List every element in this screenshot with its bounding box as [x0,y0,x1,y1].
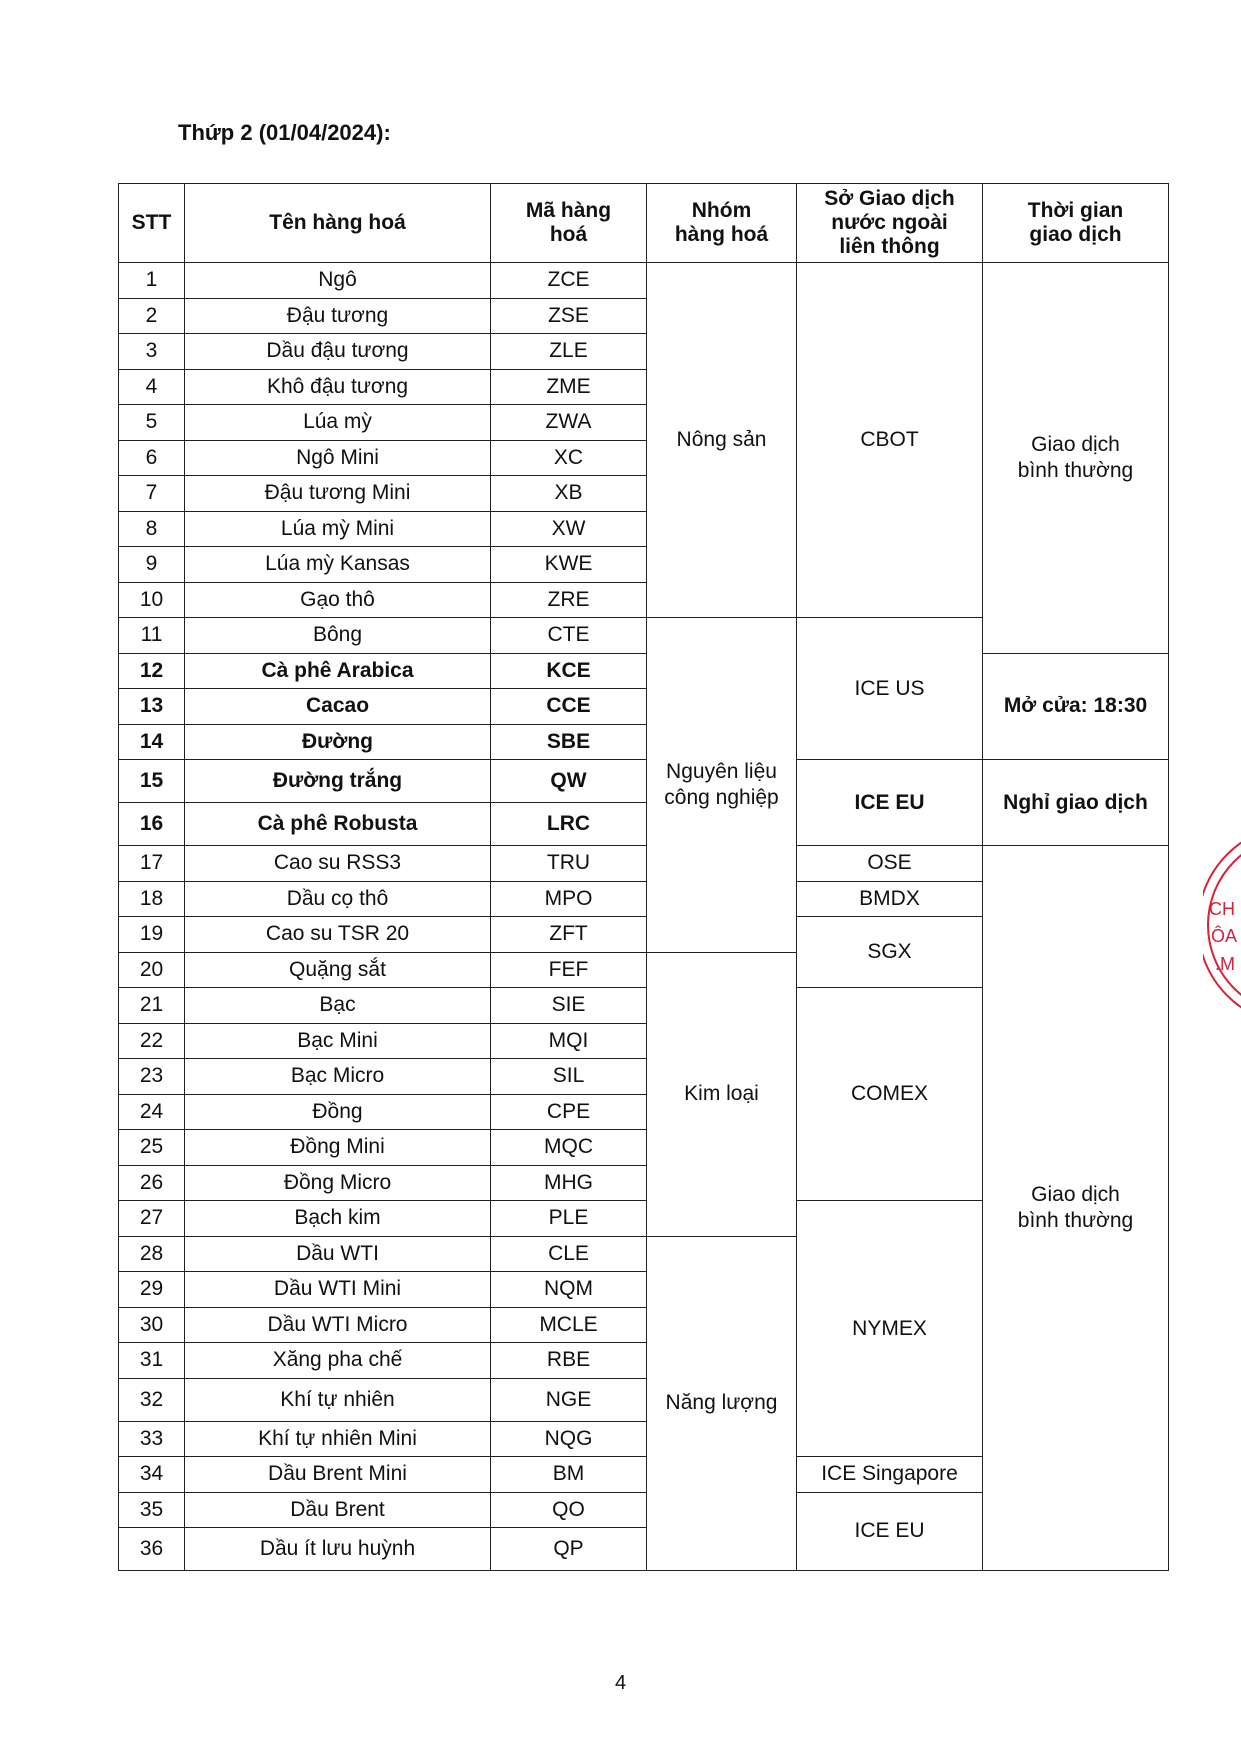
cell-code: SIE [491,988,647,1024]
cell-code: KWE [491,547,647,583]
cell-stt: 6 [119,440,185,476]
cell-stt: 27 [119,1201,185,1237]
cell-name: Đồng Micro [185,1165,491,1201]
cell-name: Dầu WTI Micro [185,1307,491,1343]
time-cell: Mở cửa: 18:30 [983,653,1169,760]
cell-name: Cà phê Robusta [185,803,491,846]
cell-stt: 31 [119,1343,185,1379]
cell-code: ZRE [491,582,647,618]
cell-name: Cao su RSS3 [185,846,491,882]
cell-name: Khô đậu tương [185,369,491,405]
cell-name: Dầu WTI Mini [185,1272,491,1308]
cell-code: XC [491,440,647,476]
cell-stt: 28 [119,1236,185,1272]
table-header-row [119,184,1169,263]
cell-code: XB [491,476,647,512]
exchange-cell: ICE US [797,618,983,760]
group-cell: Nông sản [647,263,797,618]
cell-code: FEF [491,952,647,988]
cell-name: Dầu ít lưu huỳnh [185,1528,491,1571]
cell-name: Dầu Brent Mini [185,1457,491,1493]
cell-name: Dầu Brent [185,1492,491,1528]
group-cell: Kim loại [647,952,797,1236]
cell-code: ZME [491,369,647,405]
cell-code: PLE [491,1201,647,1237]
time-cell: Giao dịch bình thường [983,846,1169,1571]
cell-stt: 16 [119,803,185,846]
cell-name: Quặng sắt [185,952,491,988]
cell-name: Đường trắng [185,760,491,803]
page-number: 4 [614,1672,627,1694]
cell-code: CLE [491,1236,647,1272]
cell-stt: 11 [119,618,185,654]
cell-name: Bạc Mini [185,1023,491,1059]
exchange-cell: CBOT [797,263,983,618]
cell-code: ZSE [491,298,647,334]
cell-code: LRC [491,803,647,846]
cell-stt: 34 [119,1457,185,1493]
cell-name: Lúa mỳ [185,405,491,441]
exchange-cell: NYMEX [797,1201,983,1457]
table-row [119,760,1169,803]
cell-code: RBE [491,1343,647,1379]
cell-name: Đồng Mini [185,1130,491,1166]
cell-stt: 21 [119,988,185,1024]
cell-code: ZWA [491,405,647,441]
cell-name: Đường [185,724,491,760]
cell-code: QW [491,760,647,803]
cell-code: MCLE [491,1307,647,1343]
cell-stt: 36 [119,1528,185,1571]
cell-stt: 1 [119,263,185,299]
group-cell: Nguyên liệu công nghiệp [647,618,797,953]
cell-name: Đậu tương [185,298,491,334]
cell-code: MPO [491,881,647,917]
cell-code: MQC [491,1130,647,1166]
cell-stt: 7 [119,476,185,512]
cell-stt: 15 [119,760,185,803]
cell-stt: 18 [119,881,185,917]
header-time: Thời gian giao dịch [983,184,1169,263]
cell-name: Bạch kim [185,1201,491,1237]
cell-stt: 19 [119,917,185,953]
cell-name: Bông [185,618,491,654]
cell-name: Cacao [185,689,491,725]
cell-code: KCE [491,653,647,689]
cell-stt: 10 [119,582,185,618]
exchange-cell: ICE EU [797,760,983,846]
cell-stt: 24 [119,1094,185,1130]
exchange-cell: ICE Singapore [797,1457,983,1493]
cell-name: Dầu đậu tương [185,334,491,370]
exchange-cell: BMDX [797,881,983,917]
cell-code: ZCE [491,263,647,299]
cell-code: NQG [491,1421,647,1457]
table-row [119,263,1169,299]
cell-stt: 30 [119,1307,185,1343]
cell-name: Đồng [185,1094,491,1130]
cell-code: MQI [491,1023,647,1059]
cell-code: QP [491,1528,647,1571]
cell-stt: 4 [119,369,185,405]
cell-stt: 17 [119,846,185,882]
svg-text:CH: CH [1209,899,1235,919]
header-exchange: Sở Giao dịch nước ngoài liên thông [797,184,983,263]
cell-name: Xăng pha chế [185,1343,491,1379]
stamp-seal [1203,820,1241,1035]
cell-code: CCE [491,689,647,725]
page-heading: Thứp 2 (01/04/2024): [178,120,391,145]
cell-stt: 8 [119,511,185,547]
time-cell: Nghỉ giao dịch [983,760,1169,846]
cell-stt: 23 [119,1059,185,1095]
exchange-cell: SGX [797,917,983,988]
table-row [119,846,1169,882]
cell-code: BM [491,1457,647,1493]
cell-code: CTE [491,618,647,654]
header-group: Nhóm hàng hoá [647,184,797,263]
cell-stt: 12 [119,653,185,689]
cell-name: Bạc [185,988,491,1024]
cell-code: TRU [491,846,647,882]
commodity-table [118,183,1169,1571]
cell-stt: 14 [119,724,185,760]
time-cell: Giao dịch bình thường [983,263,1169,654]
cell-code: NQM [491,1272,647,1308]
cell-name: Gạo thô [185,582,491,618]
cell-stt: 22 [119,1023,185,1059]
cell-code: MHG [491,1165,647,1201]
svg-text:.M: .M [1215,954,1235,974]
cell-stt: 33 [119,1421,185,1457]
cell-stt: 32 [119,1378,185,1421]
header-code: Mã hàng hoá [491,184,647,263]
cell-code: SIL [491,1059,647,1095]
cell-code: ZLE [491,334,647,370]
cell-name: Bạc Micro [185,1059,491,1095]
group-cell: Năng lượng [647,1236,797,1571]
cell-code: QO [491,1492,647,1528]
cell-name: Dầu WTI [185,1236,491,1272]
cell-name: Lúa mỳ Mini [185,511,491,547]
cell-name: Khí tự nhiên [185,1378,491,1421]
cell-stt: 5 [119,405,185,441]
cell-code: CPE [491,1094,647,1130]
exchange-cell: COMEX [797,988,983,1201]
cell-stt: 20 [119,952,185,988]
cell-stt: 2 [119,298,185,334]
svg-text:ÔA: ÔA [1211,926,1238,946]
cell-name: Cà phê Arabica [185,653,491,689]
cell-name: Đậu tương Mini [185,476,491,512]
cell-name: Dầu cọ thô [185,881,491,917]
cell-name: Cao su TSR 20 [185,917,491,953]
cell-stt: 26 [119,1165,185,1201]
cell-name: Ngô Mini [185,440,491,476]
cell-stt: 13 [119,689,185,725]
cell-stt: 25 [119,1130,185,1166]
cell-stt: 35 [119,1492,185,1528]
cell-code: XW [491,511,647,547]
header-name: Tên hàng hoá [185,184,491,263]
cell-name: Ngô [185,263,491,299]
cell-code: SBE [491,724,647,760]
cell-stt: 3 [119,334,185,370]
cell-code: NGE [491,1378,647,1421]
header-stt: STT [119,184,185,263]
cell-code: ZFT [491,917,647,953]
table-row [119,653,1169,689]
cell-stt: 29 [119,1272,185,1308]
cell-stt: 9 [119,547,185,583]
cell-name: Lúa mỳ Kansas [185,547,491,583]
cell-name: Khí tự nhiên Mini [185,1421,491,1457]
exchange-cell: ICE EU [797,1492,983,1571]
exchange-cell: OSE [797,846,983,882]
